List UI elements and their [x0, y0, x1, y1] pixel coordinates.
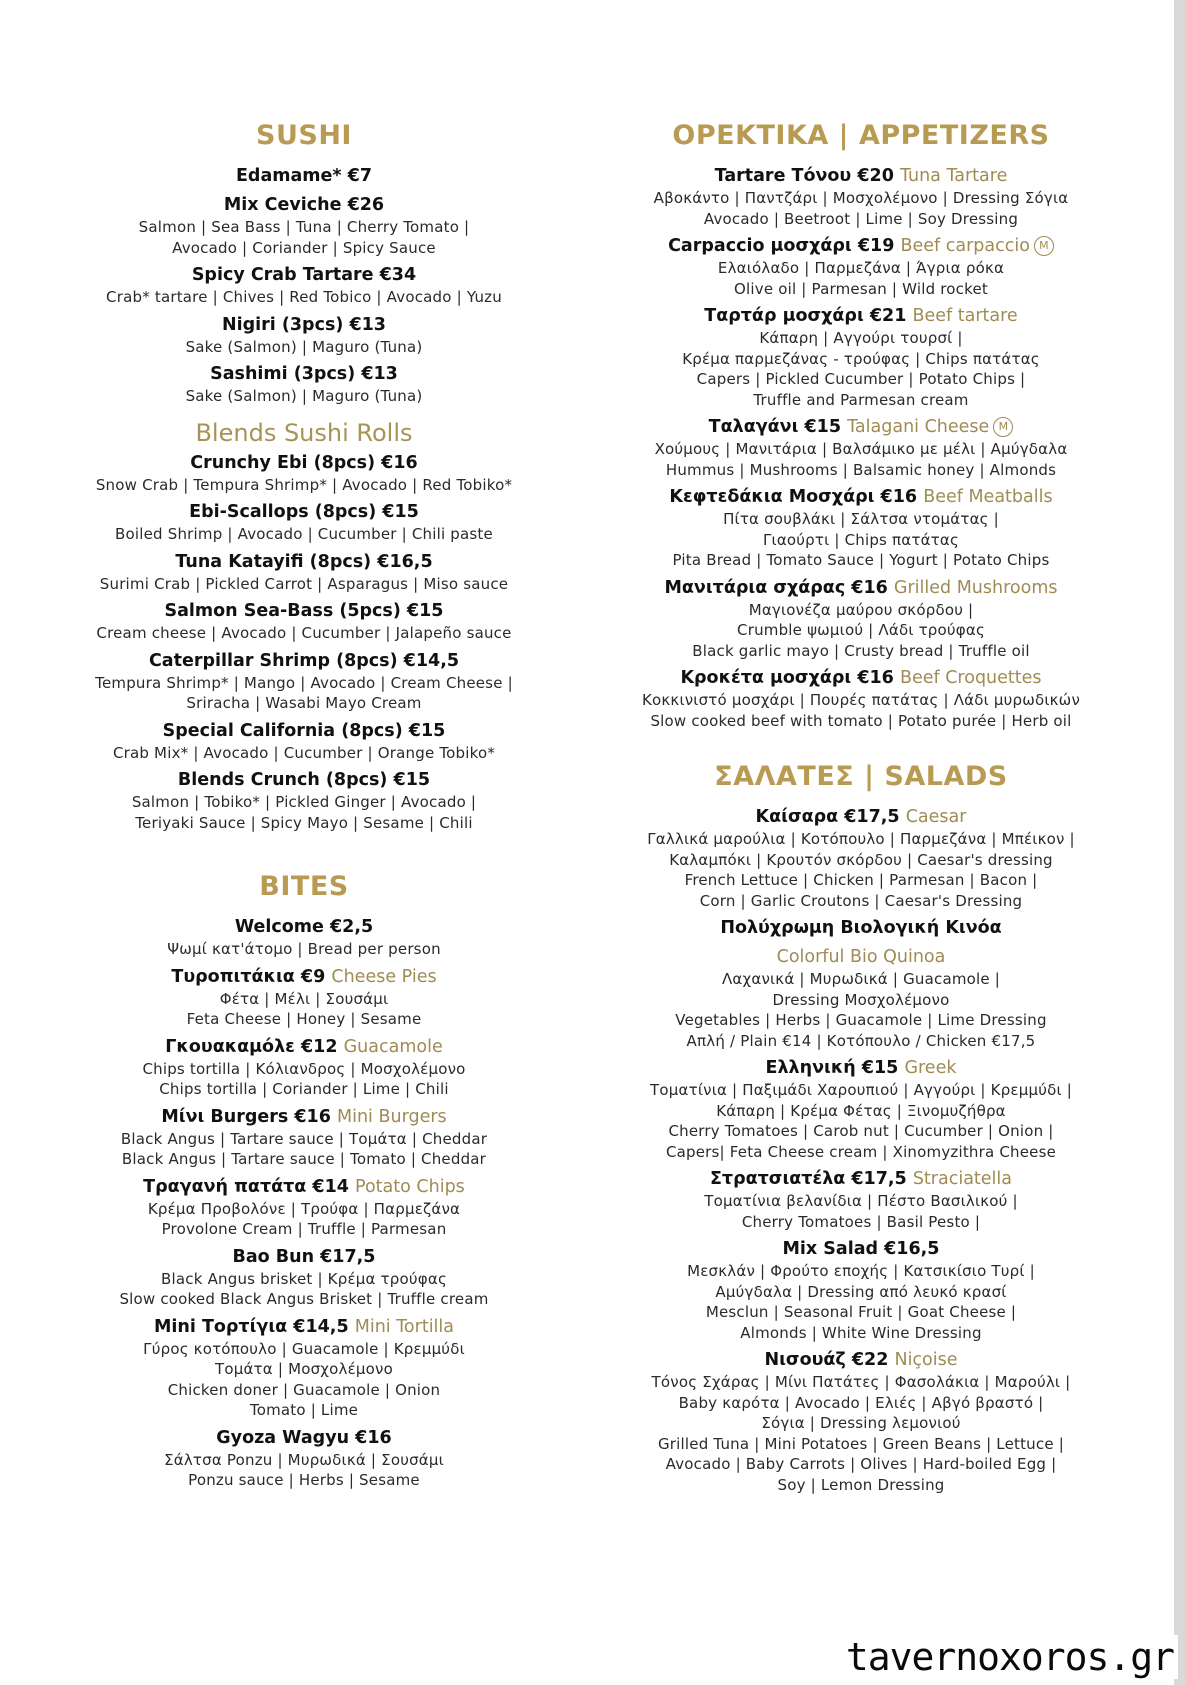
menu-item-english-name: Beef Meatballs — [923, 487, 1053, 507]
menu-item-description: Αβοκάντο | Παντζάρι | Μοσχολέμονο | Dressing Σόγια — [653, 189, 1069, 207]
menu-item — [30, 1245, 578, 1310]
menu-item-description: Avocado | Beetroot | Lime | Soy Dressing — [703, 209, 1019, 228]
menu-item — [606, 1056, 1116, 1162]
menu-item-description: Ponzu sauce | Herbs | Sesame — [188, 1471, 420, 1489]
menu-item-name — [606, 1348, 1116, 1372]
menu-item-title: Mix Ceviche €26 — [223, 195, 385, 215]
menu-item-english-name: Guacamole — [343, 1036, 443, 1057]
page-edge — [1174, 0, 1186, 1685]
menu-item-description: Γαλλικά μαρούλια | Κοτόπουλο | Παρμεζάνα | Μπέικον | — [647, 830, 1075, 848]
menu-item-description: Τομάτα | Μοσχολέμονο — [214, 1360, 393, 1378]
menu-item-description: Avocado | Coriander | Spicy Sauce — [172, 238, 436, 257]
menu-item-title: Ελληνική €15 — [765, 1058, 899, 1078]
menu-item — [30, 1426, 578, 1491]
menu-item-description: Chicken doner | Guacamole | Onion — [167, 1380, 441, 1399]
menu-item-description: Ελαιόλαδο | Παρμεζάνα | Άγρια ρόκα — [717, 259, 1005, 277]
menu-item-title: Nigiri (3pcs) €13 — [221, 314, 386, 335]
menu-item — [30, 649, 578, 714]
menu-item — [30, 768, 578, 833]
menu-item-english-name: Potato Chips — [355, 1176, 465, 1197]
menu-item — [30, 263, 578, 308]
menu-item-english-name: Niçoise — [894, 1350, 958, 1370]
menu-item-description: Soy | Lemon Dressing — [777, 1475, 945, 1494]
menu-item-name — [30, 1105, 578, 1129]
menu-item-name — [30, 550, 578, 574]
menu-item — [30, 965, 578, 1030]
menu-item-title: Μίνι Burgers €16 — [161, 1106, 331, 1127]
menu-item — [30, 1105, 578, 1170]
menu-item-description: Feta Cheese | Honey | Sesame — [186, 1010, 422, 1028]
menu-item-description: Slow cooked Black Angus Brisket | Truffle cream — [119, 1290, 489, 1308]
menu-item-description: Black Angus | Tartare sauce | Tomato | Cheddar — [121, 1150, 487, 1168]
menu-item-description: Black garlic mayo | Crusty bread | Truffle oil — [692, 641, 1030, 660]
menu-item-description: Provolone Cream | Truffle | Parmesan — [161, 1220, 447, 1238]
menu-item — [30, 313, 578, 358]
menu-item-title: Κεφτεδάκια Μοσχάρι €16 — [669, 487, 918, 507]
menu-item — [30, 719, 578, 764]
menu-item-name — [30, 915, 578, 939]
menu-item-description: Κάπαρη | Κρέμα Φέτας | Ξινομυζήθρα — [716, 1101, 1006, 1120]
menu-item-name — [30, 1035, 578, 1059]
menu-item-title: Ebi-Scallops (8pcs) €15 — [189, 502, 419, 522]
menu-item-description: Surimi Crab | Pickled Carrot | Asparagus | Miso sauce — [99, 574, 509, 593]
menu-item-description: Αμύγδαλα | Dressing από λευκό κρασί — [715, 1282, 1007, 1301]
menu-item-title: Welcome €2,5 — [234, 917, 374, 937]
menu-item — [606, 485, 1116, 571]
menu-item-title: Στρατσιατέλα €17,5 — [709, 1169, 907, 1189]
menu-item-description: Πίτα σουβλάκι | Σάλτσα ντομάτας | — [723, 510, 999, 528]
menu-item-description: Κρέμα Προβολόνε | Τρούφα | Παρμεζάνα — [147, 1199, 461, 1218]
menu-item-description: Teriyaki Sauce | Spicy Mayo | Sesame | Chili — [135, 813, 473, 832]
menu-item-description: Cream cheese | Avocado | Cucumber | Jalapeño sauce — [96, 624, 512, 642]
menu-item-description: Mesclun | Seasonal Fruit | Goat Cheese | — [705, 1303, 1017, 1321]
menu-item-title: Mini Τορτίγια €14,5 — [153, 1316, 349, 1337]
menu-item-description: Κρέμα παρμεζάνας - τρούφας | Chips πατάτας — [682, 349, 1040, 368]
menu-item-title: Τραγανή πατάτα €14 — [143, 1176, 349, 1197]
menu-item-description: Μαγιονέζα μαύρου σκόρδου | — [748, 600, 974, 619]
menu-item-title: Mix Salad €16,5 — [782, 1239, 940, 1259]
menu-item-name — [606, 1056, 1116, 1080]
menu-item-name — [606, 234, 1116, 258]
menu-item-name — [30, 719, 578, 743]
menu-item — [606, 945, 1116, 1051]
menu-item-name — [606, 1167, 1116, 1191]
section-title: ΣΑΛΑΤΕΣ | SALADS — [714, 761, 1008, 792]
menu-item-description: Γύρος κοτόπουλο | Guacamole | Κρεμμύδι — [143, 1339, 465, 1358]
menu-left-column — [30, 118, 578, 1496]
menu-item-description: Avocado | Baby Carrots | Olives | Hard-boiled Egg | — [665, 1455, 1057, 1473]
menu-item-title: Γκουακαμόλε €12 — [165, 1036, 338, 1057]
menu-item-description: Κοκκινιστό μοσχάρι | Πουρές πατάτας | Λάδι μυρωδικών — [641, 691, 1081, 709]
menu-item-description: Crab Mix* | Avocado | Cucumber | Orange Tobiko* — [112, 743, 496, 762]
menu-item-description: Κάπαρη | Αγγούρι τουρσί | — [759, 329, 963, 347]
local-product-badge-icon: M — [1034, 236, 1054, 256]
menu-item-title: Spicy Crab Tartare €34 — [191, 265, 417, 285]
menu-item-english-name: Caesar — [905, 807, 967, 827]
menu-item-english-name: Beef carpaccio — [900, 236, 1030, 256]
menu-item-name — [606, 576, 1116, 600]
menu-item-description: Tempura Shrimp* | Mango | Avocado | Cream Cheese | — [95, 673, 513, 692]
menu-item — [606, 916, 1116, 940]
menu-item — [30, 1035, 578, 1100]
menu-item — [606, 234, 1116, 299]
menu-item-name — [30, 1315, 578, 1339]
menu-item-title: Μανιτάρια σχάρας €16 — [664, 577, 888, 598]
menu-item-english-name: Mini Tortilla — [354, 1316, 455, 1337]
menu-item-description: Snow Crab | Tempura Shrimp* | Avocado | Red Tobiko* — [95, 475, 513, 494]
menu-item-description: French Lettuce | Chicken | Parmesan | Bacon | — [684, 871, 1038, 889]
menu-item-title: Bao Bun €17,5 — [232, 1246, 376, 1267]
menu-item-description: Καλαμπόκι | Κρουτόν σκόρδου | Caesar's dressing — [669, 850, 1053, 869]
menu-item-description: Grilled Tuna | Mini Potatoes | Green Beans | Lettuce | — [657, 1434, 1064, 1453]
local-product-badge-icon: M — [993, 417, 1013, 437]
menu-item — [606, 164, 1116, 229]
menu-item-description: Crab* tartare | Chives | Red Tobico | Avocado | Yuzu — [106, 288, 502, 306]
menu-item-name — [30, 965, 578, 989]
watermark: tavernoxoros.gr — [842, 1635, 1178, 1679]
menu-item-description: Chips tortilla | Κόλιανδρος | Μοσχολέμονο — [142, 1059, 466, 1078]
menu-item-title: Sashimi (3pcs) €13 — [210, 364, 398, 384]
menu-item-name — [30, 1175, 578, 1199]
menu-item-description: Corn | Garlic Croutons | Caesar's Dressing — [699, 891, 1023, 910]
menu-item-description: Black Angus | Tartare sauce | Τομάτα | Cheddar — [120, 1129, 488, 1148]
menu-item-english-name: Straciatella — [912, 1169, 1013, 1189]
menu-item-english-name: Talagani Cheese — [847, 417, 990, 437]
menu-item-name — [30, 313, 578, 337]
menu-item-description: Ψωμί κατ'άτομο | Bread per person — [167, 940, 441, 958]
menu-item-description: Slow cooked beef with tomato | Potato purée | Herb oil — [650, 711, 1072, 730]
menu-item-english-name: Tuna Tartare — [899, 166, 1008, 186]
menu-item — [606, 415, 1116, 480]
menu-item-name — [30, 599, 578, 623]
menu-item-description: Black Angus brisket | Κρέμα τρούφας — [161, 1269, 447, 1288]
menu-item — [30, 550, 578, 595]
menu-item-title: Κροκέτα μοσχάρι €16 — [680, 668, 894, 688]
menu-item-description: Boiled Shrimp | Avocado | Cucumber | Chili paste — [115, 525, 493, 543]
menu-item-title: Salmon Sea-Bass (5pcs) €15 — [164, 601, 444, 621]
menu-right-column — [606, 118, 1116, 1500]
menu-item-description: Φέτα | Μέλι | Σουσάμι — [219, 989, 389, 1008]
menu-item-name — [30, 451, 578, 475]
section-title: BITES — [259, 871, 349, 902]
menu-item — [30, 915, 578, 960]
menu-item-name — [30, 263, 578, 287]
menu-item-name — [606, 485, 1116, 509]
menu-item — [30, 500, 578, 545]
menu-item-title: Carpaccio μοσχάρι €19 — [668, 236, 895, 256]
menu-item-name — [30, 1245, 578, 1269]
menu-item-description: Λαχανικά | Μυρωδικά | Guacamole | — [721, 970, 1001, 988]
menu-item-description: Χούμους | Μανιτάρια | Βαλσάμικο με μέλι | Αμύγδαλα — [654, 440, 1068, 458]
menu-item-english-name: Mini Burgers — [337, 1106, 447, 1127]
menu-item-english-name: Colorful Bio Quinoa — [776, 947, 946, 967]
menu-item-description: Sake (Salmon) | Maguro (Tuna) — [185, 387, 423, 405]
menu-item-title: Caterpillar Shrimp (8pcs) €14,5 — [148, 650, 460, 671]
menu-item-description: Σάλτσα Ponzu | Μυρωδικά | Σουσάμι — [164, 1450, 444, 1469]
menu-item-description: Truffle and Parmesan cream — [753, 390, 969, 409]
menu-item-name — [30, 649, 578, 673]
menu-item — [606, 304, 1116, 410]
menu-item-description: Salmon | Sea Bass | Tuna | Cherry Tomato | — [138, 218, 470, 236]
menu-item-name — [30, 768, 578, 792]
menu-item-description: Απλή / Plain €14 | Κοτόπουλο / Chicken €17,5 — [686, 1031, 1036, 1050]
menu-item-description: Τόνος Σχάρας | Μίνι Πατάτες | Φασολάκια | Μαρούλι | — [651, 1373, 1071, 1391]
menu-item-description: Σόγια | Dressing λεμονιού — [761, 1414, 961, 1432]
menu-item — [606, 1237, 1116, 1343]
menu-item-title: Edamame* €7 — [235, 166, 373, 186]
menu-item-description: Crumble ψωμιού | Λάδι τρούφας — [737, 621, 985, 639]
menu-item-name — [606, 304, 1116, 328]
menu-item — [606, 576, 1116, 662]
menu-item-description: Γιαούρτι | Chips πατάτας — [762, 530, 959, 549]
menu-item-english-name: Beef Croquettes — [899, 668, 1042, 688]
menu-item-title: Tuna Katayifi (8pcs) €16,5 — [175, 551, 433, 572]
menu-item-title: Blends Crunch (8pcs) €15 — [177, 770, 431, 790]
menu-item-title: Ταλαγάνι €15 — [708, 417, 842, 437]
menu-item — [30, 599, 578, 644]
menu-item-title: Νισουάζ €22 — [764, 1350, 889, 1370]
menu-item-description: Cherry Tomatoes | Carob nut | Cucumber | Onion | — [668, 1122, 1054, 1140]
menu-item-description: Τοματίνια | Παξιμάδι Χαρουπιού | Αγγούρι | Κρεμμύδι | — [650, 1081, 1072, 1099]
menu-item-description: Vegetables | Herbs | Guacamole | Lime Dressing — [675, 1011, 1047, 1029]
menu-item — [606, 1167, 1116, 1232]
menu-item-description: Hummus | Mushrooms | Balsamic honey | Almonds — [665, 460, 1057, 479]
menu-item-description: Chips tortilla | Coriander | Lime | Chili — [159, 1080, 449, 1098]
menu-item-description: Sake (Salmon) | Maguro (Tuna) — [185, 337, 423, 356]
section-title: ΟΡΕΚΤΙΚΑ | APPETIZERS — [672, 120, 1050, 151]
menu-item — [606, 805, 1116, 911]
menu-item-name — [30, 362, 578, 386]
menu-item-description: Μεσκλάν | Φρούτο εποχής | Κατσικίσιο Τυρί | — [687, 1262, 1035, 1280]
menu-item-name — [30, 164, 578, 188]
section-title: SUSHI — [256, 120, 352, 151]
menu-item-description: Almonds | White Wine Dressing — [740, 1323, 982, 1342]
menu-item-description: Pita Bread | Tomato Sauce | Yogurt | Potato Chips — [672, 551, 1050, 569]
menu-item-description: Dressing Μοσχολέμονο — [772, 990, 950, 1009]
menu-item — [30, 193, 578, 258]
menu-item-description: Capers | Pickled Cucumber | Potato Chips | — [696, 370, 1026, 388]
menu-item — [606, 1348, 1116, 1495]
menu-item-title: Τυροπιτάκια €9 — [171, 966, 326, 987]
subsection-title: Blends Sushi Rolls — [195, 418, 413, 447]
menu-item-description: Cherry Tomatoes | Basil Pesto | — [741, 1212, 981, 1231]
menu-item-english-name: Grilled Mushrooms — [893, 577, 1058, 598]
menu-item-title: Crunchy Ebi (8pcs) €16 — [190, 452, 418, 473]
menu-item — [606, 666, 1116, 731]
menu-item-description: Sriracha | Wasabi Mayo Cream — [186, 694, 422, 712]
menu-item — [30, 1175, 578, 1240]
menu-item-title: Ταρτάρ μοσχάρι €21 — [704, 306, 907, 326]
menu-item-name — [606, 916, 1116, 940]
menu-item-description: Τοματίνια βελανίδια | Πέστο Βασιλικού | — [704, 1192, 1018, 1210]
menu-item-name — [30, 500, 578, 524]
menu-item-description: Baby καρότα | Avocado | Ελιές | Αβγό βραστό | — [678, 1393, 1044, 1412]
menu-item-name — [606, 805, 1116, 829]
menu-item-name — [30, 193, 578, 217]
menu-item-title: Πολύχρωμη Βιολογική Κινόα — [720, 918, 1002, 938]
menu-item-title: Special California (8pcs) €15 — [162, 720, 446, 741]
menu-item — [30, 451, 578, 496]
menu-item-title: Tartare Τόνου €20 — [714, 166, 894, 186]
menu-item-name — [606, 1237, 1116, 1261]
menu-item-name — [606, 415, 1116, 439]
menu-item-title: Gyoza Wagyu €16 — [216, 1427, 392, 1448]
menu-item-title: Καίσαρα €17,5 — [755, 807, 900, 827]
menu-item-description: Olive oil | Parmesan | Wild rocket — [734, 279, 988, 298]
menu-item-description: Tomato | Lime — [249, 1401, 359, 1419]
menu-item-description: Salmon | Tobiko* | Pickled Ginger | Avocado | — [131, 793, 477, 811]
menu-item-english-name: Greek — [904, 1058, 957, 1078]
menu-item-english-name: Beef tartare — [912, 306, 1018, 326]
menu-item-name — [30, 1426, 578, 1450]
menu-item-name — [606, 945, 1116, 969]
menu-item — [30, 164, 578, 188]
menu-item-name — [606, 666, 1116, 690]
menu-item-english-name: Cheese Pies — [331, 966, 437, 987]
menu-item-description: Capers| Feta Cheese cream | Xinomyzithra Cheese — [665, 1142, 1057, 1161]
menu-item — [30, 362, 578, 407]
menu-item-name — [606, 164, 1116, 188]
menu-item — [30, 1315, 578, 1421]
